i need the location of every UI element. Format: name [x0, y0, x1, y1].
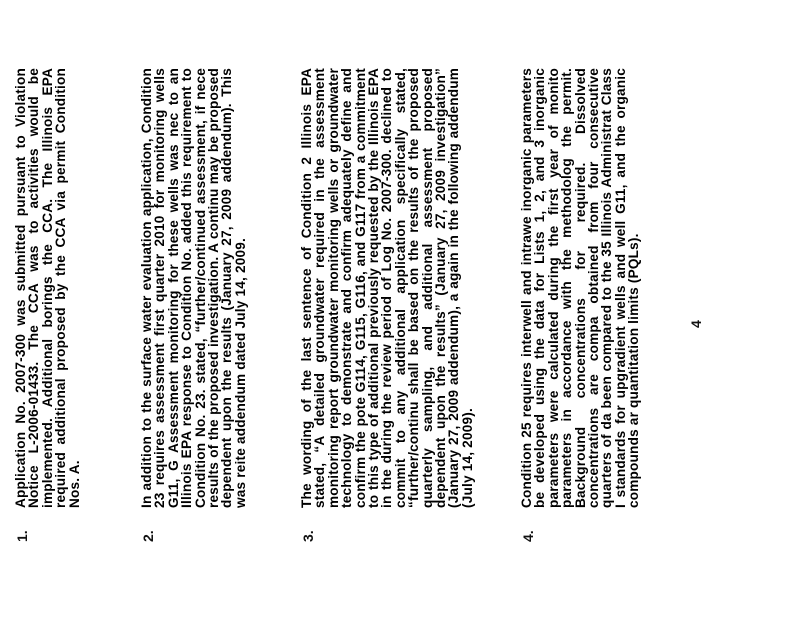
item-number-2: 2. — [140, 530, 156, 542]
item-number-1: 1. — [14, 530, 30, 542]
page-number: 4 — [688, 320, 704, 328]
item-number-3: 3. — [300, 530, 316, 542]
item-text-4: Condition 25 requires interwell and intrawe inorganic parameters be developed using the data for Lists 1, 2, and 3 inorganic parameters were calculated during the first year of monito parameters in accordance with the methodolog the permit. Background concentrations for required. Dissolved concentrations are compa obtained from four consecutive quarters of da been compared to the 35 Illinois Administrat Class I standards for upgradient wells and well G11, and the organic compounds ar quantitation limits (PQLs). — [519, 68, 642, 508]
item-text-3: The wording of the last sentence of Condition 2 Illinois EPA stated, “A detailed groundwater required in the assessment monitoring report groundwater monitoring wells or groundwater technology to demonstrate and confirm adequately define and confirm the pote G114, G115, G116, and G117 from a commitment to this type of additional previously requested by the Illinois EPA in the during the review period of Log No. 2007-300. declined to commit to any additional application specifically stated, “further/continu shall be based on the results of the proposed quarterly sampling, and additional assessment proposed dependent upon the results” (January 27, 2009 investigation” (January 27, 2009 addendum), a again in the following addendum (July 14, 2009). — [299, 68, 475, 508]
item-number-4: 4. — [520, 530, 536, 542]
item-text-2: In addition to the surface water evaluation application, Condition 23 requires assessment first quarter 2010 for monitoring wells G11, G Assessment monitoring for these wells was nec to an Illinois EPA response to Condition No. added this requirement to Condition No. 23. stated, “further/continued assessment, if nece results of the proposed investigation. A continu may be proposed dependent upon the results (January 27, 2009 addendum). This was reite addendum dated July 14, 2009. — [139, 68, 248, 508]
item-text-1: Application No. 2007-300 was submitted pursuant to Violation Notice L-2006-01433. The CCA was to activities would be implemented. Additional borings the CCA. The Illinois EPA required additional proposed by the CCA via permit Condition Nos. A. — [13, 68, 82, 508]
